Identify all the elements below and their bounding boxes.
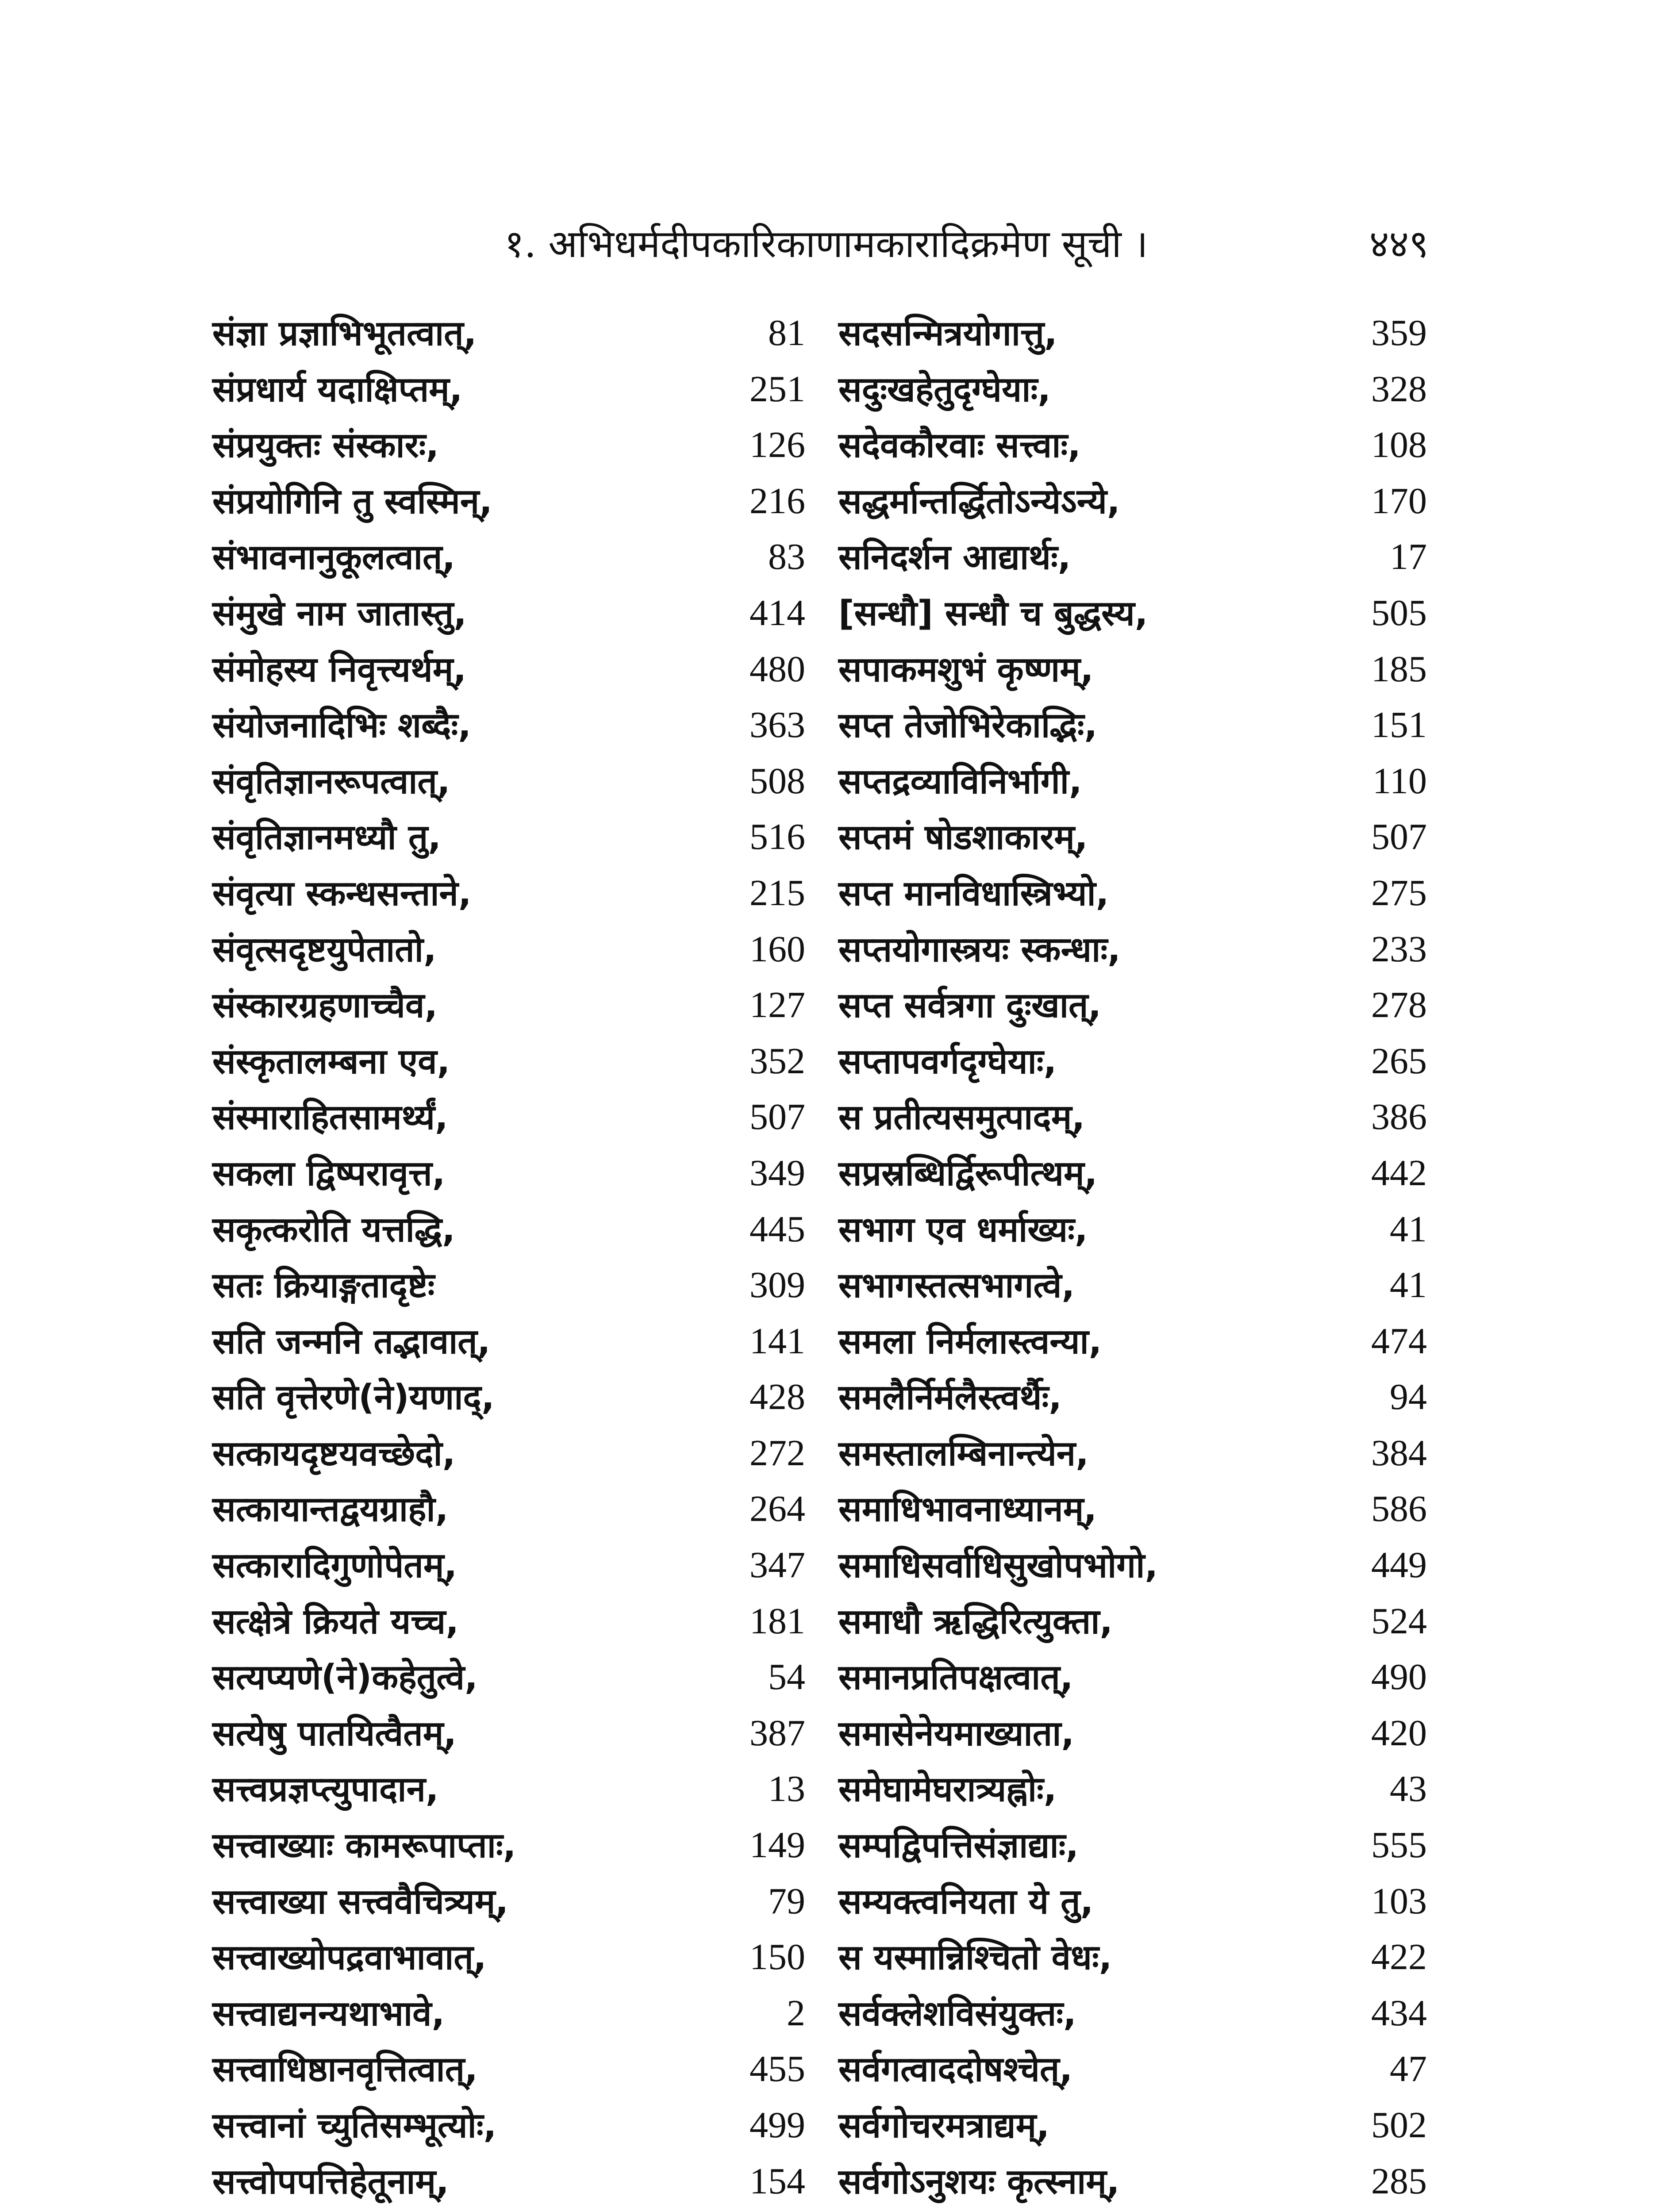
entry-term: सत्क्षेत्रे क्रियते यच्च, xyxy=(212,1601,459,1642)
index-entry xyxy=(838,1313,1427,1370)
entry-page-number: 2 xyxy=(787,1992,805,2034)
entry-page-number: 359 xyxy=(1371,312,1427,353)
entry-term: सप्तापवर्गदृग्घेयाः, xyxy=(838,1041,1057,1082)
entry-term: सत्त्वोपपत्तिहेतूनाम्, xyxy=(212,2162,449,2202)
index-entry xyxy=(212,529,805,585)
entry-term: सकला द्विष्परावृत्त, xyxy=(212,1153,446,1194)
entry-page-number xyxy=(1390,2209,1427,2212)
index-entry xyxy=(212,1425,805,1482)
entry-term: समस्तालम्बिनान्त्येन, xyxy=(838,1433,1089,1474)
index-entry xyxy=(838,809,1427,865)
entry-term: सत्त्वानां च्युतिसम्भूत्योः, xyxy=(212,2106,497,2146)
entry-page-number: 43 xyxy=(1390,1768,1427,1810)
entry-term: सभागस्तत्सभागत्वे, xyxy=(838,1266,1075,1306)
index-entry xyxy=(212,865,805,922)
index-entry xyxy=(212,2209,805,2212)
entry-page-number: 516 xyxy=(750,816,805,858)
entry-page-number: 141 xyxy=(750,1320,805,1362)
entry-term: समासेनेयमाख्याता, xyxy=(838,1713,1075,1754)
entry-term: संस्कारग्रहणाच्चैव, xyxy=(212,986,438,1026)
entry-page-number: 474 xyxy=(1371,1320,1427,1362)
entry-term: सप्रस्रब्धिर्द्विरूपीत्थम्, xyxy=(838,1153,1098,1194)
index-entry xyxy=(212,1033,805,1090)
entry-term: सत्कायान्तद्वयग्राहौ, xyxy=(212,1490,449,1530)
index-entry xyxy=(838,1985,1427,2042)
entry-page-number: 449 xyxy=(1371,1544,1427,1586)
index-entry xyxy=(212,1313,805,1370)
entry-page-number: 428 xyxy=(750,1376,805,1418)
entry-page-number: 384 xyxy=(1371,1432,1427,1474)
entry-term: सर्वगोऽनुशयः कृत्स्नाम्, xyxy=(838,2162,1120,2202)
right-column xyxy=(838,305,1427,2212)
index-entry xyxy=(838,1425,1427,1482)
index-entry xyxy=(838,1705,1427,1762)
entry-term: सतः क्रियाङ्गतादृष्टेः xyxy=(212,1266,435,1306)
entry-page-number: 83 xyxy=(768,536,805,578)
entry-page-number: 555 xyxy=(1371,1824,1427,1866)
entry-page-number: 215 xyxy=(750,872,805,914)
entry-term: समेघामेघरात्र्यह्नोः, xyxy=(838,1770,1057,1810)
entry-page-number: 272 xyxy=(750,1432,805,1474)
entry-term: समानप्रतिपक्षत्वात्, xyxy=(838,1658,1073,1698)
entry-term: सप्तयोगास्त्रयः स्कन्धाः, xyxy=(838,929,1121,970)
entry-page-number: 442 xyxy=(1371,1152,1427,1194)
entry-page-number: 285 xyxy=(1371,2160,1427,2202)
entry-term: स यस्मान्निश्चितो वेधः, xyxy=(838,1938,1112,1978)
entry-term: सपाकमशुभं कृष्णम्, xyxy=(838,649,1094,690)
index-entry xyxy=(212,361,805,418)
entry-page-number: 81 xyxy=(768,312,805,353)
entry-page-number: 126 xyxy=(750,424,805,466)
entry-term xyxy=(838,2210,1050,2212)
index-entry xyxy=(838,1874,1427,1930)
entry-page-number: 251 xyxy=(750,368,805,410)
entry-term: संस्माराहितसामर्थ्यं, xyxy=(212,1098,448,1138)
entry-term: सभाग एव धर्माख्यः, xyxy=(838,1210,1088,1250)
entry-page-number: 185 xyxy=(1371,648,1427,690)
entry-page-number: 507 xyxy=(1371,816,1427,858)
index-entry xyxy=(838,865,1427,922)
entry-term: सदेवकौरवाः सत्त्वाः, xyxy=(838,426,1081,466)
index-entry xyxy=(838,977,1427,1033)
index-entry xyxy=(212,2154,805,2210)
index-entry xyxy=(212,1594,805,1650)
index-entry xyxy=(838,1817,1427,1874)
entry-term: सप्त मानविधास्त्रिभ्यो, xyxy=(838,873,1109,914)
entry-term: सति वृत्तेरणे(ने)यणाद्, xyxy=(212,1378,495,1418)
entry-term: सत्कायदृष्टयवच्छेदो, xyxy=(212,1433,456,1474)
entry-page-number: 275 xyxy=(1371,872,1427,914)
entry-page-number: 434 xyxy=(1371,1992,1427,2034)
index-entry xyxy=(212,697,805,753)
entry-page-number: 445 xyxy=(750,1208,805,1250)
entry-page-number: 181 xyxy=(750,1600,805,1642)
entry-page-number: 422 xyxy=(1371,1936,1427,1978)
index-entry xyxy=(212,1537,805,1594)
entry-page-number: 13 xyxy=(768,1768,805,1810)
entry-term: सप्त सर्वत्रगा दुःखात्, xyxy=(838,986,1102,1026)
entry-page-number: 17 xyxy=(1390,536,1427,578)
index-entry xyxy=(838,2209,1427,2212)
index-entry xyxy=(838,1369,1427,1425)
entry-term: संप्रयुक्तः संस्कारः, xyxy=(212,426,439,466)
index-entry xyxy=(838,585,1427,641)
index-entry xyxy=(838,641,1427,698)
index-entry xyxy=(838,1537,1427,1594)
entry-term: समाधौ ऋद्धिरित्युक्ता, xyxy=(838,1601,1113,1642)
index-entry xyxy=(212,1257,805,1313)
entry-term: सप्तद्रव्याविनिर्भागी, xyxy=(838,761,1082,802)
header-title: १. अभिधर्मदीपकारिकाणामकारादिक्रमेण सूची । xyxy=(504,222,1148,266)
entry-page-number: 490 xyxy=(1371,1656,1427,1698)
entry-page-number: 387 xyxy=(750,1712,805,1754)
index-entry xyxy=(838,1089,1427,1145)
entry-page-number: 278 xyxy=(1371,984,1427,1026)
index-entry xyxy=(212,1089,805,1145)
index-entry xyxy=(212,1985,805,2042)
index-entry xyxy=(838,1145,1427,1202)
index-entry xyxy=(838,1761,1427,1817)
index-entry xyxy=(212,473,805,530)
entry-term: समलैर्निर्मलैस्त्वर्थैः, xyxy=(838,1378,1062,1418)
entry-term: सति जन्मनि तद्भावात्, xyxy=(212,1321,491,1362)
index-entry xyxy=(838,1481,1427,1537)
entry-term: सर्वगत्वाददोषश्चेत्, xyxy=(838,2050,1073,2090)
index-entry xyxy=(838,1202,1427,1258)
entry-term: सत्त्वाद्यनन्यथाभावे, xyxy=(212,1993,445,2034)
index-entry xyxy=(212,1817,805,1874)
entry-page-number: 127 xyxy=(750,984,805,1026)
entry-term: सर्वगोचरमत्राद्यम्, xyxy=(838,2106,1049,2146)
entry-page-number: 108 xyxy=(1371,424,1427,466)
index-entry xyxy=(212,1705,805,1762)
entry-term: समाधिसर्वाधिसुखोपभोगो, xyxy=(838,1546,1158,1586)
entry-term: सकृत्करोति यत्तद्धि, xyxy=(212,1210,455,1250)
index-entry xyxy=(212,922,805,978)
entry-term: सप्तमं षोडशाकारम्, xyxy=(838,818,1088,858)
index-entry xyxy=(838,1033,1427,1090)
index-entry xyxy=(838,2154,1427,2210)
entry-page-number: 41 xyxy=(1390,1264,1427,1306)
entry-term: सदसन्मित्रयोगात्तु, xyxy=(838,314,1057,353)
entry-term: सत्त्वप्रज्ञप्त्युपादान, xyxy=(212,1770,439,1810)
index-entry xyxy=(838,1594,1427,1650)
entry-term: सप्त तेजोभिरेकाद्भिः, xyxy=(838,706,1098,746)
entry-term: समला निर्मलास्त्वन्या, xyxy=(838,1321,1102,1362)
entry-term: [सन्धौ] सन्धौ च बुद्धस्य, xyxy=(838,593,1148,634)
entry-page-number: 54 xyxy=(768,1656,805,1698)
index-entry xyxy=(838,697,1427,753)
entry-term: संज्ञा प्रज्ञाभिभूतत्वात्, xyxy=(212,314,477,353)
entry-term: संभावनानुकूलत्वात्, xyxy=(212,538,456,578)
entry-term: सत्त्वाख्योपद्रवाभावात्, xyxy=(212,1938,487,1978)
index-entry xyxy=(212,2097,805,2154)
entry-term: सर्वक्लेशविसंयुक्तः, xyxy=(838,1993,1076,2034)
entry-term: संवृत्सदृष्टयुपेतातो, xyxy=(212,929,437,970)
index-entry xyxy=(212,1145,805,1202)
entry-page-number: 386 xyxy=(1371,1096,1427,1138)
entry-page-number: 149 xyxy=(750,1824,805,1866)
entry-page-number: 499 xyxy=(750,2104,805,2146)
index-entry xyxy=(838,473,1427,530)
index-entry xyxy=(838,753,1427,810)
index-entry xyxy=(212,1929,805,1985)
index-entry xyxy=(212,1369,805,1425)
entry-term: सद्धर्मान्तर्द्धितोऽन्येऽन्ये, xyxy=(838,481,1120,522)
index-entry xyxy=(838,1929,1427,1985)
entry-term: सत्त्वाख्याः कामरूपाप्ताः, xyxy=(212,1826,516,1866)
entry-term: स प्रतीत्यसमुत्पादम्, xyxy=(838,1098,1085,1138)
entry-page-number: 328 xyxy=(1371,368,1427,410)
entry-page-number: 309 xyxy=(750,1264,805,1306)
entry-page-number: 47 xyxy=(1390,2048,1427,2090)
entry-page-number: 502 xyxy=(1371,2104,1427,2146)
entry-page-number: 505 xyxy=(1371,592,1427,634)
index-entry xyxy=(212,977,805,1033)
entry-page-number: 94 xyxy=(1390,1376,1427,1418)
entry-term: संप्रयोगिनि तु स्वस्मिन्, xyxy=(212,481,492,522)
entry-page-number: 110 xyxy=(1372,760,1427,802)
entry-term: संयोजनादिभिः शब्दैः, xyxy=(212,706,471,746)
index-entry xyxy=(212,417,805,473)
page-number: ४४९ xyxy=(1369,222,1429,266)
entry-page-number: 150 xyxy=(750,1936,805,1978)
entry-page-number: 586 xyxy=(1371,1488,1427,1530)
index-entry xyxy=(838,2041,1427,2097)
entry-page-number: 420 xyxy=(1371,1712,1427,1754)
left-column xyxy=(212,305,805,2212)
entry-term: संमोहस्य निवृत्त्यर्थम्, xyxy=(212,649,467,690)
entry-page-number: 414 xyxy=(750,592,805,634)
index-entry xyxy=(838,417,1427,473)
entry-term xyxy=(212,2210,437,2212)
entry-page-number: 352 xyxy=(750,1040,805,1082)
entry-page-number: 507 xyxy=(750,1096,805,1138)
index-entry xyxy=(212,1761,805,1817)
index-entry xyxy=(212,1649,805,1705)
entry-page-number: 264 xyxy=(750,1488,805,1530)
index-entry xyxy=(838,305,1427,361)
entry-page-number: 480 xyxy=(750,648,805,690)
index-entry xyxy=(838,1649,1427,1705)
entry-term: संप्रधार्य यदाक्षिप्तम्, xyxy=(212,369,463,410)
entry-term: सम्यक्त्वनियता ये तु, xyxy=(838,1882,1094,1922)
entry-term: सनिदर्शन आद्यार्थः, xyxy=(838,538,1071,578)
index-entry xyxy=(212,1481,805,1537)
entry-page-number: 151 xyxy=(1371,704,1427,746)
index-entry xyxy=(212,753,805,810)
entry-page-number: 160 xyxy=(750,928,805,970)
entry-page-number: 41 xyxy=(1390,1208,1427,1250)
entry-page-number: 216 xyxy=(750,480,805,522)
entry-term: समाधिभावनाध्यानम्, xyxy=(838,1490,1097,1530)
entry-term: संवृतिज्ञानरूपत्वात्, xyxy=(212,761,450,802)
entry-page-number: 349 xyxy=(750,1152,805,1194)
entry-term: सत्कारादिगुणोपेतम्, xyxy=(212,1546,457,1586)
index-entry xyxy=(212,809,805,865)
entry-page-number: 363 xyxy=(750,704,805,746)
entry-term: सम्पद्विपत्तिसंज्ञाद्याः, xyxy=(838,1826,1079,1866)
entry-page-number: 265 xyxy=(1371,1040,1427,1082)
entry-page-number: 347 xyxy=(750,1544,805,1586)
index-entry xyxy=(212,2041,805,2097)
entry-term: सत्त्वाधिष्ठानवृत्तित्वात्, xyxy=(212,2050,478,2090)
entry-term: संमुखे नाम जातास्तु, xyxy=(212,593,467,634)
index-entry xyxy=(838,1257,1427,1313)
index-entry xyxy=(838,2097,1427,2154)
index-entry xyxy=(212,305,805,361)
entry-page-number xyxy=(750,2209,805,2212)
entry-term: सदुःखहेतुदृग्घेयाः, xyxy=(838,369,1051,410)
entry-page-number: 79 xyxy=(768,1880,805,1922)
entry-term: सत्यप्यणे(ने)कहेतुत्वे, xyxy=(212,1658,478,1698)
entry-page-number: 524 xyxy=(1371,1600,1427,1642)
index-entry xyxy=(212,641,805,698)
entry-term: संस्कृतालम्बना एव, xyxy=(212,1041,450,1082)
entry-page-number: 154 xyxy=(750,2160,805,2202)
index-entry xyxy=(838,361,1427,418)
index-entry xyxy=(212,1202,805,1258)
index-entry xyxy=(212,585,805,641)
index-entry xyxy=(838,529,1427,585)
entry-page-number: 170 xyxy=(1371,480,1427,522)
entry-page-number: 103 xyxy=(1371,1880,1427,1922)
running-header xyxy=(0,208,1672,279)
entry-page-number: 455 xyxy=(750,2048,805,2090)
entry-page-number: 508 xyxy=(750,760,805,802)
index-entry xyxy=(212,1874,805,1930)
entry-term: संवृतिज्ञानमध्यौ तु, xyxy=(212,818,441,858)
entry-page-number: 233 xyxy=(1371,928,1427,970)
entry-term: सत्येषु पातयित्वैतम्, xyxy=(212,1713,457,1754)
entry-term: संवृत्या स्कन्धसन्ताने, xyxy=(212,873,472,914)
index-entry xyxy=(838,922,1427,978)
entry-term: सत्त्वाख्या सत्त्ववैचित्र्यम्, xyxy=(212,1882,509,1922)
